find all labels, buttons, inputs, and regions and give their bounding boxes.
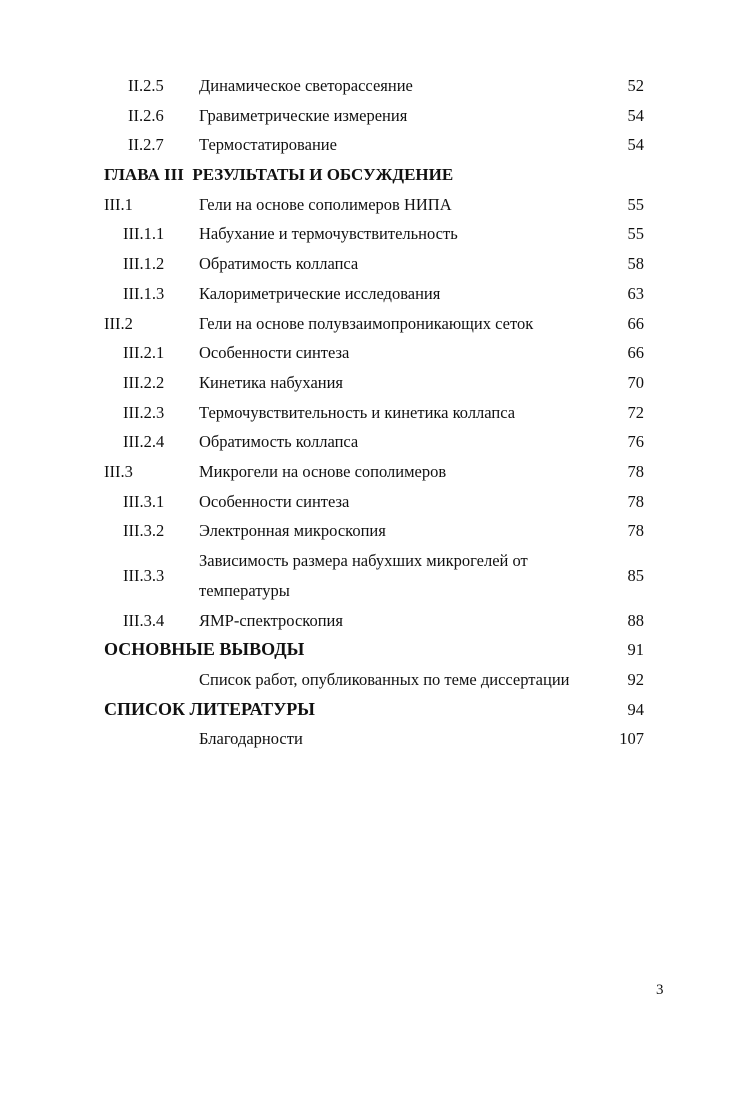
toc-entry[interactable] (0, 398, 733, 428)
toc-entry[interactable] (0, 368, 733, 398)
toc-entry[interactable] (0, 606, 733, 636)
toc-entry-title: Особенности синтеза (199, 343, 350, 363)
toc-entry-title: Динамическое светорассеяние (199, 76, 413, 95)
toc-entry[interactable] (0, 101, 733, 131)
toc-entry-page: 78 (627, 521, 644, 541)
toc-entry-number: III.2.4 (123, 432, 165, 452)
toc-chapter-heading[interactable] (0, 160, 733, 190)
section-heading-text: СПИСОК ЛИТЕРАТУРЫ (104, 698, 315, 719)
toc-entry-title: Благодарности (199, 729, 303, 749)
toc-entry[interactable] (0, 724, 733, 754)
toc-entry-page: 92 (627, 669, 644, 689)
toc-entry-page: 54 (627, 105, 644, 125)
toc-entry-title: Микрогели на основе сополимеров (199, 461, 447, 481)
toc-entry-page: 72 (627, 402, 644, 422)
toc-entry-number: II.2.5 (128, 76, 164, 95)
toc-entry-number: III.3.2 (123, 521, 165, 541)
toc-entry-title: Особенности синтеза (199, 491, 350, 511)
toc-entry-number: III.1.2 (123, 254, 165, 274)
toc-entry-page: 70 (627, 372, 644, 392)
toc-entry-title: ЯМР-спектроскопия (199, 610, 343, 630)
toc-entry-title: Гели на основе полувзаимопроникающих сеток (199, 313, 534, 333)
section-heading-text: ОСНОВНЫЕ ВЫВОДЫ (104, 639, 305, 660)
toc-entry-title: Обратимость коллапса (199, 254, 359, 274)
toc-entry-page: 107 (619, 729, 644, 749)
toc-entry-number: III.1.1 (123, 224, 165, 244)
toc-entry-title: Гравиметрические измерения (199, 105, 408, 125)
toc-entry-number: III.2.3 (123, 402, 165, 422)
toc-entry-number: III.2.1 (123, 343, 165, 363)
toc-entry-title: Электронная микроскопия (199, 521, 386, 541)
toc-entry-page: 66 (627, 343, 644, 363)
toc-entry-page: 52 (627, 76, 644, 95)
toc-section-heading[interactable] (0, 635, 733, 665)
toc-entry-title: Калориметрические исследования (199, 283, 441, 303)
toc-entry[interactable] (0, 71, 733, 101)
toc-entry[interactable] (0, 427, 733, 457)
toc-entry[interactable] (0, 279, 733, 309)
toc-entry-number: III.3.1 (123, 491, 165, 511)
toc-entry[interactable] (0, 130, 733, 160)
toc-entry-number: III.3 (104, 461, 133, 481)
toc-entry-page: 63 (627, 283, 644, 303)
toc-entry-number: III.2 (104, 313, 133, 333)
toc-entry-title: Термостатирование (199, 135, 337, 155)
chapter-heading-text: ГЛАВА III РЕЗУЛЬТАТЫ И ОБСУЖДЕНИЕ (104, 165, 454, 185)
toc-entry[interactable] (0, 487, 733, 517)
toc-entry[interactable] (0, 546, 733, 606)
toc-entry-number: III.3.4 (123, 610, 165, 630)
toc-entry[interactable] (0, 516, 733, 546)
toc-entry-page: 54 (627, 135, 644, 155)
toc-entry-title: Набухание и термочувствительность (199, 224, 458, 244)
toc-entry[interactable] (0, 309, 733, 339)
toc-entry-title: Обратимость коллапса (199, 432, 359, 452)
toc-entry-page: 76 (627, 432, 644, 452)
toc-entry[interactable] (0, 190, 733, 220)
toc-entry-page: 58 (627, 254, 644, 274)
toc-entry[interactable] (0, 219, 733, 249)
page-number: 3 (656, 982, 664, 998)
toc-entry-number: III.1.3 (123, 283, 165, 303)
toc-entry-number: II.2.7 (128, 135, 164, 155)
toc-entry-page: 66 (627, 313, 644, 333)
toc-entry-page: 78 (627, 461, 644, 481)
toc-entry-number: III.2.2 (123, 372, 165, 392)
toc-entry-title: Кинетика набухания (199, 372, 344, 392)
toc-entry-page: 94 (627, 699, 644, 719)
toc-entry-page: 55 (627, 224, 644, 244)
toc-entry-number: III.1 (104, 194, 133, 214)
toc-entry-page: 78 (627, 491, 644, 511)
toc-section-heading[interactable] (0, 695, 733, 725)
toc-entry-title: Гели на основе сополимеров НИПА (199, 194, 452, 214)
toc-entry[interactable] (0, 249, 733, 279)
toc-entry-page: 85 (627, 566, 644, 585)
toc-entry-number: III.3.3 (123, 566, 165, 585)
toc-entry-page: 91 (627, 640, 644, 660)
toc-entry-number: II.2.6 (128, 105, 164, 125)
toc-entry[interactable] (0, 665, 733, 695)
toc-entry-page: 55 (627, 194, 644, 214)
toc-entry-title: Список работ, опубликованных по теме диссертации (199, 669, 570, 689)
toc-entry-title: Зависимость размера набухших микрогелей от температуры (199, 551, 528, 600)
toc-entry[interactable] (0, 338, 733, 368)
toc-entry-title: Термочувствительность и кинетика коллапса (199, 402, 516, 422)
toc-entry-page: 88 (627, 610, 644, 630)
table-of-contents (0, 71, 733, 754)
toc-entry[interactable] (0, 457, 733, 487)
